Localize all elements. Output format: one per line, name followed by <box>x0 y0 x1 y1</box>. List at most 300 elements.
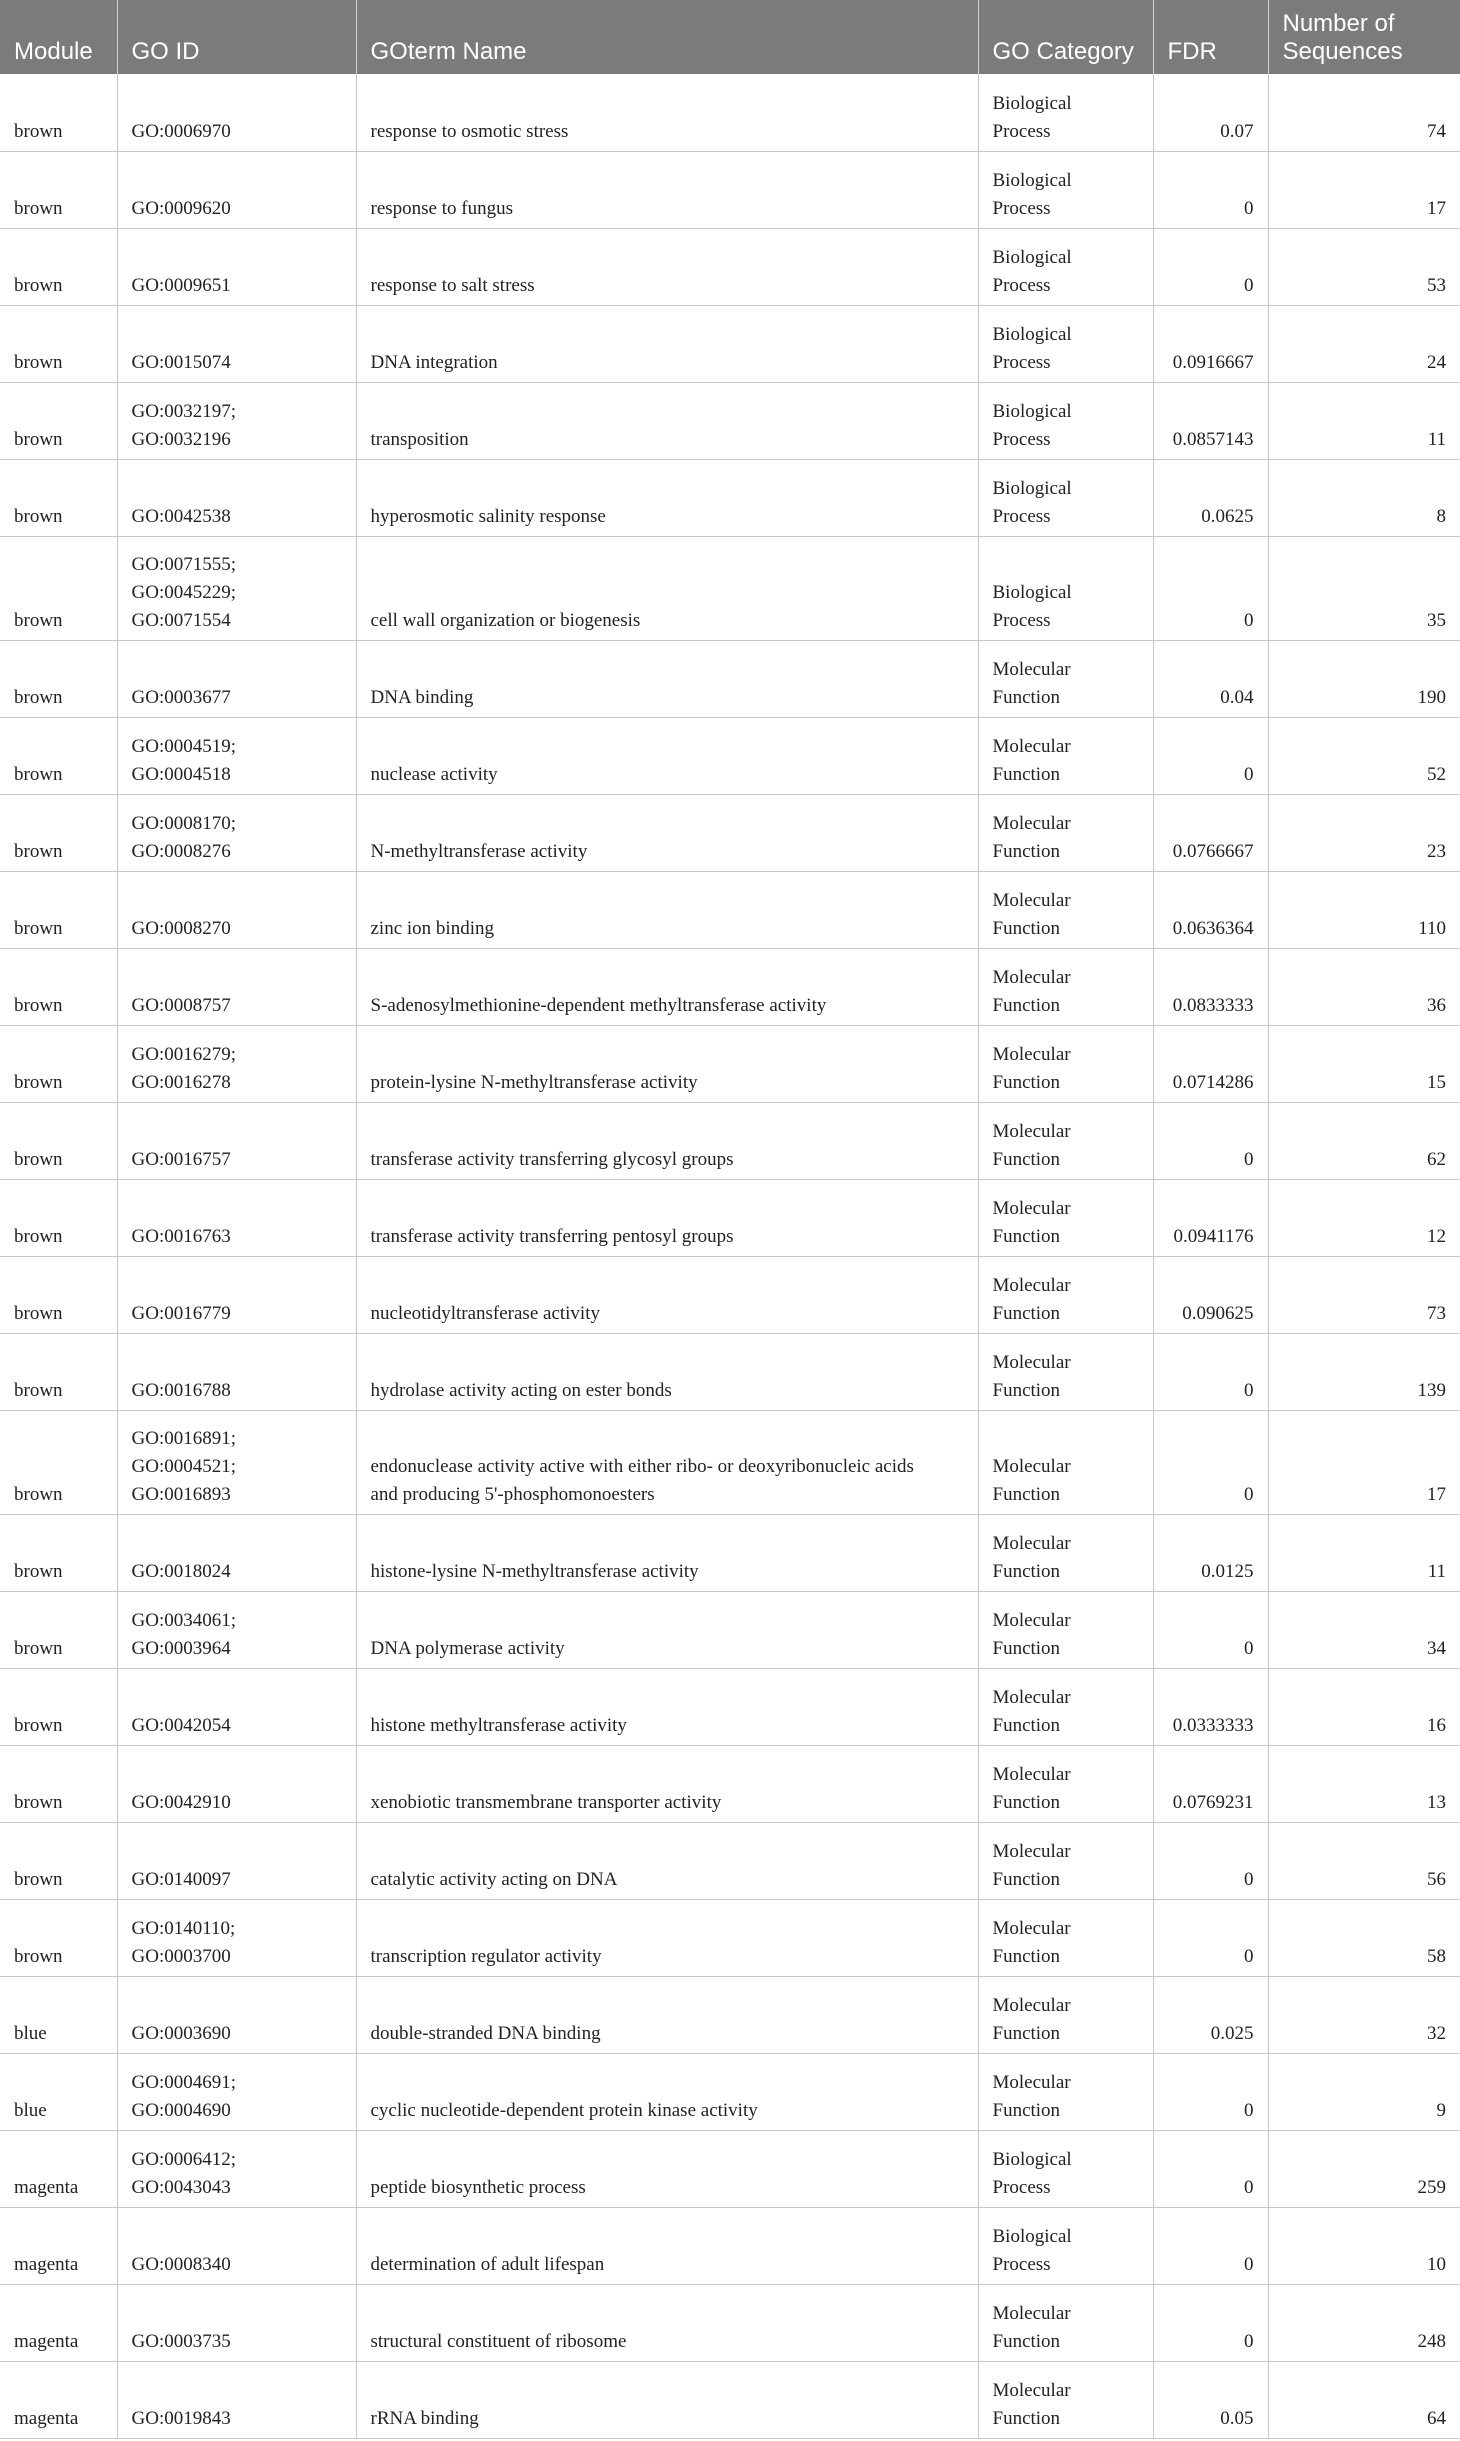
cell-fdr: 0.05 <box>1153 2361 1268 2438</box>
cell-go-category <box>978 1976 1153 2053</box>
go-category-line: Function <box>992 1791 1061 1813</box>
go-id-line: GO:0034061; <box>131 1609 236 1631</box>
cell-go-id <box>117 1591 356 1668</box>
go-category-line: Molecular <box>992 2302 1071 2324</box>
cell-goterm-name <box>356 1333 978 1410</box>
cell-go-id <box>117 1102 356 1179</box>
go-category-line: Function <box>992 1945 1061 1967</box>
cell-module: magenta <box>0 2207 117 2284</box>
go-category-line: Molecular <box>992 1455 1071 1477</box>
go-category-line: Biological <box>992 92 1072 114</box>
header-num-sequences <box>1268 0 1460 74</box>
cell-go-id <box>117 1668 356 1745</box>
go-category-line: Molecular <box>992 1686 1071 1708</box>
go-id-line: GO:0008757 <box>131 994 231 1016</box>
cell-go-category <box>978 871 1153 948</box>
cell-num-sequences: 73 <box>1268 1256 1460 1333</box>
cell-goterm-name <box>356 948 978 1025</box>
go-category-line: Process <box>992 505 1051 527</box>
cell-module: blue <box>0 1976 117 2053</box>
go-category-line: Function <box>992 917 1061 939</box>
cell-go-category <box>978 74 1153 151</box>
cell-module: brown <box>0 228 117 305</box>
cell-num-sequences: 259 <box>1268 2130 1460 2207</box>
cell-go-category <box>978 2053 1153 2130</box>
cell-go-id <box>117 1745 356 1822</box>
cell-fdr: 0.0766667 <box>1153 794 1268 871</box>
go-id-line: GO:0042538 <box>131 505 231 527</box>
go-id-line: GO:0016279; <box>131 1043 236 1065</box>
goterm-name-line: response to salt stress <box>370 274 535 296</box>
cell-go-category <box>978 1179 1153 1256</box>
cell-module: brown <box>0 1025 117 1102</box>
cell-go-category <box>978 1025 1153 1102</box>
cell-goterm-name <box>356 382 978 459</box>
cell-goterm-name <box>356 2207 978 2284</box>
goterm-name-line: endonuclease activity active with either ribo- or deoxyribonucleic acids <box>370 1455 914 1477</box>
cell-num-sequences: 35 <box>1268 536 1460 640</box>
go-id-line: GO:0016788 <box>131 1379 231 1401</box>
cell-go-id <box>117 1822 356 1899</box>
cell-go-category <box>978 2130 1153 2207</box>
cell-go-id <box>117 228 356 305</box>
go-category-line: Biological <box>992 323 1072 345</box>
cell-fdr: 0.07 <box>1153 74 1268 151</box>
go-id-line: GO:0071555; <box>131 553 236 575</box>
goterm-name-line: double-stranded DNA binding <box>370 2022 601 2044</box>
go-id-line: GO:0004521; <box>131 1455 236 1477</box>
header-num-sequences-line1: Number of <box>1282 10 1395 37</box>
go-id-line: GO:0140097 <box>131 1868 231 1890</box>
cell-num-sequences: 24 <box>1268 305 1460 382</box>
goterm-name-line: transcription regulator activity <box>370 1945 602 1967</box>
table-row <box>0 305 1460 382</box>
cell-num-sequences: 17 <box>1268 1410 1460 1514</box>
cell-num-sequences: 190 <box>1268 640 1460 717</box>
cell-num-sequences: 12 <box>1268 1179 1460 1256</box>
cell-go-category <box>978 1102 1153 1179</box>
go-id-line: GO:0003677 <box>131 686 231 708</box>
cell-fdr: 0.0769231 <box>1153 1745 1268 1822</box>
cell-num-sequences: 10 <box>1268 2207 1460 2284</box>
cell-num-sequences: 11 <box>1268 382 1460 459</box>
goterm-name-line: S-adenosylmethionine-dependent methyltransferase activity <box>370 994 827 1016</box>
cell-go-id <box>117 459 356 536</box>
go-category-line: Process <box>992 609 1051 631</box>
go-category-line: Process <box>992 274 1051 296</box>
cell-goterm-name <box>356 2284 978 2361</box>
cell-fdr: 0 <box>1153 2207 1268 2284</box>
cell-module: brown <box>0 1256 117 1333</box>
cell-go-id <box>117 794 356 871</box>
header-module: Module <box>0 0 117 74</box>
table-row <box>0 1333 1460 1410</box>
table-row <box>0 2284 1460 2361</box>
go-category-line: Molecular <box>992 1274 1071 1296</box>
go-category-line: Process <box>992 2253 1051 2275</box>
cell-module: brown <box>0 1102 117 1179</box>
cell-fdr: 0.0857143 <box>1153 382 1268 459</box>
table-row <box>0 1591 1460 1668</box>
go-category-line: Molecular <box>992 2071 1071 2093</box>
go-category-line: Molecular <box>992 1043 1071 1065</box>
goterm-name-line: catalytic activity acting on DNA <box>370 1868 618 1890</box>
cell-go-category <box>978 640 1153 717</box>
cell-go-category <box>978 1899 1153 1976</box>
cell-fdr: 0.025 <box>1153 1976 1268 2053</box>
cell-module: brown <box>0 1179 117 1256</box>
go-category-line: Molecular <box>992 735 1071 757</box>
table-row <box>0 1256 1460 1333</box>
cell-module: brown <box>0 74 117 151</box>
go-id-line: GO:0008276 <box>131 840 231 862</box>
cell-go-id <box>117 1179 356 1256</box>
cell-go-category <box>978 228 1153 305</box>
cell-module: brown <box>0 1410 117 1514</box>
cell-module: blue <box>0 2053 117 2130</box>
go-id-line: GO:0018024 <box>131 1560 231 1582</box>
cell-module: magenta <box>0 2361 117 2438</box>
cell-go-id <box>117 948 356 1025</box>
goterm-name-line: cyclic nucleotide-dependent protein kinase activity <box>370 2099 758 2121</box>
go-id-line: GO:0006412; <box>131 2148 236 2170</box>
cell-fdr: 0 <box>1153 717 1268 794</box>
table-row <box>0 228 1460 305</box>
go-category-line: Molecular <box>992 889 1071 911</box>
cell-num-sequences: 36 <box>1268 948 1460 1025</box>
go-category-line: Function <box>992 2407 1061 2429</box>
cell-fdr: 0 <box>1153 1102 1268 1179</box>
cell-fdr: 0 <box>1153 1899 1268 1976</box>
cell-go-category <box>978 2284 1153 2361</box>
cell-go-id <box>117 1899 356 1976</box>
cell-go-id <box>117 1333 356 1410</box>
go-id-line: GO:0042910 <box>131 1791 231 1813</box>
go-id-line: GO:0003735 <box>131 2330 231 2352</box>
cell-num-sequences: 110 <box>1268 871 1460 948</box>
table-row <box>0 151 1460 228</box>
goterm-name-line: histone-lysine N-methyltransferase activity <box>370 1560 699 1582</box>
table-row <box>0 871 1460 948</box>
goterm-name-line: DNA integration <box>370 351 498 373</box>
goterm-name-line: DNA binding <box>370 686 474 708</box>
go-category-line: Molecular <box>992 812 1071 834</box>
goterm-name-line: nuclease activity <box>370 763 498 785</box>
cell-num-sequences: 9 <box>1268 2053 1460 2130</box>
cell-go-category <box>978 2361 1153 2438</box>
cell-num-sequences: 52 <box>1268 717 1460 794</box>
cell-fdr: 0.0714286 <box>1153 1025 1268 1102</box>
go-id-line: GO:0004518 <box>131 763 231 785</box>
go-category-line: Function <box>992 994 1061 1016</box>
goterm-name-line: hydrolase activity acting on ester bonds <box>370 1379 672 1401</box>
table-row <box>0 1025 1460 1102</box>
go-id-line: GO:0032196 <box>131 428 231 450</box>
cell-go-id <box>117 2053 356 2130</box>
go-id-line: GO:0045229; <box>131 581 236 603</box>
cell-num-sequences: 32 <box>1268 1976 1460 2053</box>
cell-module: brown <box>0 536 117 640</box>
cell-module: brown <box>0 1668 117 1745</box>
table-row <box>0 640 1460 717</box>
cell-go-category <box>978 151 1153 228</box>
cell-goterm-name <box>356 1410 978 1514</box>
go-category-line: Biological <box>992 246 1072 268</box>
cell-goterm-name <box>356 1899 978 1976</box>
header-go-id: GO ID <box>117 0 356 74</box>
cell-goterm-name <box>356 305 978 382</box>
cell-module: brown <box>0 794 117 871</box>
table-row <box>0 2130 1460 2207</box>
go-category-line: Function <box>992 1302 1061 1324</box>
cell-module: brown <box>0 151 117 228</box>
go-category-line: Function <box>992 1637 1061 1659</box>
cell-module: brown <box>0 717 117 794</box>
cell-go-id <box>117 74 356 151</box>
cell-goterm-name <box>356 1179 978 1256</box>
go-category-line: Molecular <box>992 658 1071 680</box>
cell-fdr: 0 <box>1153 1410 1268 1514</box>
go-category-line: Function <box>992 1714 1061 1736</box>
cell-fdr: 0.0333333 <box>1153 1668 1268 1745</box>
cell-go-category <box>978 717 1153 794</box>
cell-fdr: 0 <box>1153 228 1268 305</box>
go-category-line: Biological <box>992 169 1072 191</box>
go-category-line: Function <box>992 840 1061 862</box>
goterm-name-line: zinc ion binding <box>370 917 494 939</box>
cell-go-category <box>978 305 1153 382</box>
goterm-name-line: nucleotidyltransferase activity <box>370 1302 600 1324</box>
go-id-line: GO:0016891; <box>131 1427 236 1449</box>
table-row <box>0 1745 1460 1822</box>
go-id-line: GO:0016893 <box>131 1483 231 1505</box>
cell-module: magenta <box>0 2130 117 2207</box>
go-id-line: GO:0006970 <box>131 120 231 142</box>
cell-num-sequences: 53 <box>1268 228 1460 305</box>
go-id-line: GO:0008170; <box>131 812 236 834</box>
go-id-line: GO:0016779 <box>131 1302 231 1324</box>
cell-goterm-name <box>356 228 978 305</box>
go-category-line: Function <box>992 2099 1061 2121</box>
cell-goterm-name <box>356 871 978 948</box>
goterm-name-line: xenobiotic transmembrane transporter activity <box>370 1791 722 1813</box>
cell-go-id <box>117 871 356 948</box>
cell-go-category <box>978 536 1153 640</box>
cell-go-id <box>117 536 356 640</box>
header-go-category: GO Category <box>978 0 1153 74</box>
table-row <box>0 1410 1460 1514</box>
cell-go-id <box>117 2207 356 2284</box>
go-category-line: Molecular <box>992 2379 1071 2401</box>
cell-goterm-name <box>356 1256 978 1333</box>
goterm-name-line: cell wall organization or biogenesis <box>370 609 641 631</box>
goterm-name-line: and producing 5'-phosphomonoesters <box>370 1483 655 1505</box>
cell-goterm-name <box>356 459 978 536</box>
go-id-line: GO:0009651 <box>131 274 231 296</box>
table-row <box>0 459 1460 536</box>
cell-fdr: 0.090625 <box>1153 1256 1268 1333</box>
go-category-line: Function <box>992 686 1061 708</box>
cell-module: brown <box>0 1822 117 1899</box>
go-category-line: Biological <box>992 581 1072 603</box>
goterm-name-line: structural constituent of ribosome <box>370 2330 627 2352</box>
table-row <box>0 2207 1460 2284</box>
table-row <box>0 536 1460 640</box>
cell-goterm-name <box>356 74 978 151</box>
cell-num-sequences: 56 <box>1268 1822 1460 1899</box>
cell-num-sequences: 74 <box>1268 74 1460 151</box>
cell-module: brown <box>0 459 117 536</box>
cell-go-category <box>978 1333 1153 1410</box>
cell-go-id <box>117 2284 356 2361</box>
header-num-sequences-line2: Sequences <box>1282 38 1403 65</box>
go-id-line: GO:0016278 <box>131 1071 231 1093</box>
cell-module: brown <box>0 871 117 948</box>
cell-num-sequences: 8 <box>1268 459 1460 536</box>
cell-goterm-name <box>356 1102 978 1179</box>
cell-go-category <box>978 382 1153 459</box>
cell-go-category <box>978 2207 1153 2284</box>
go-category-line: Molecular <box>992 1351 1071 1373</box>
go-id-line: GO:0008340 <box>131 2253 231 2275</box>
table-row <box>0 1668 1460 1745</box>
go-category-line: Process <box>992 351 1051 373</box>
go-id-line: GO:0009620 <box>131 197 231 219</box>
go-category-line: Biological <box>992 477 1072 499</box>
goterm-name-line: response to fungus <box>370 197 513 219</box>
cell-go-id <box>117 382 356 459</box>
cell-fdr: 0 <box>1153 1822 1268 1899</box>
cell-go-id <box>117 1256 356 1333</box>
cell-num-sequences: 17 <box>1268 151 1460 228</box>
cell-fdr: 0 <box>1153 1591 1268 1668</box>
cell-fdr: 0 <box>1153 151 1268 228</box>
cell-fdr: 0.0916667 <box>1153 305 1268 382</box>
header-fdr: FDR <box>1153 0 1268 74</box>
cell-goterm-name <box>356 1514 978 1591</box>
goterm-name-line: peptide biosynthetic process <box>370 2176 586 2198</box>
cell-fdr: 0.0625 <box>1153 459 1268 536</box>
go-category-line: Function <box>992 1483 1061 1505</box>
go-category-line: Function <box>992 1560 1061 1582</box>
cell-module: magenta <box>0 2284 117 2361</box>
cell-go-id <box>117 2361 356 2438</box>
cell-goterm-name <box>356 1668 978 1745</box>
go-id-line: GO:0015074 <box>131 351 231 373</box>
cell-fdr: 0 <box>1153 1333 1268 1410</box>
table-row <box>0 74 1460 151</box>
cell-fdr: 0 <box>1153 2053 1268 2130</box>
cell-goterm-name <box>356 2361 978 2438</box>
go-id-line: GO:0004690 <box>131 2099 231 2121</box>
cell-fdr: 0.04 <box>1153 640 1268 717</box>
cell-fdr: 0.0636364 <box>1153 871 1268 948</box>
go-id-line: GO:0140110; <box>131 1917 236 1939</box>
cell-goterm-name <box>356 1976 978 2053</box>
cell-goterm-name <box>356 151 978 228</box>
cell-go-id <box>117 305 356 382</box>
cell-num-sequences: 64 <box>1268 2361 1460 2438</box>
go-category-line: Molecular <box>992 1840 1071 1862</box>
go-category-line: Molecular <box>992 966 1071 988</box>
cell-goterm-name <box>356 536 978 640</box>
cell-go-id <box>117 640 356 717</box>
cell-goterm-name <box>356 640 978 717</box>
cell-goterm-name <box>356 2130 978 2207</box>
go-id-line: GO:0032197; <box>131 400 236 422</box>
go-id-line: GO:0004519; <box>131 735 236 757</box>
cell-go-category <box>978 1256 1153 1333</box>
cell-goterm-name <box>356 1591 978 1668</box>
go-id-line: GO:0043043 <box>131 2176 231 2198</box>
cell-module: brown <box>0 305 117 382</box>
go-id-line: GO:0008270 <box>131 917 231 939</box>
go-category-line: Molecular <box>992 1532 1071 1554</box>
goterm-name-line: DNA polymerase activity <box>370 1637 565 1659</box>
cell-fdr: 0.0941176 <box>1153 1179 1268 1256</box>
cell-go-category <box>978 1668 1153 1745</box>
go-category-line: Function <box>992 1379 1061 1401</box>
cell-go-category <box>978 1822 1153 1899</box>
cell-fdr: 0.0833333 <box>1153 948 1268 1025</box>
cell-num-sequences: 23 <box>1268 794 1460 871</box>
cell-num-sequences: 15 <box>1268 1025 1460 1102</box>
cell-module: brown <box>0 1745 117 1822</box>
table-row <box>0 1514 1460 1591</box>
goterm-name-line: transposition <box>370 428 469 450</box>
go-id-line: GO:0003700 <box>131 1945 231 1967</box>
cell-go-id <box>117 1976 356 2053</box>
table-row <box>0 1899 1460 1976</box>
go-category-line: Function <box>992 1071 1061 1093</box>
go-category-line: Molecular <box>992 1609 1071 1631</box>
cell-goterm-name <box>356 2053 978 2130</box>
cell-num-sequences: 139 <box>1268 1333 1460 1410</box>
go-category-line: Function <box>992 763 1061 785</box>
goterm-name-line: hyperosmotic salinity response <box>370 505 606 527</box>
cell-go-category <box>978 948 1153 1025</box>
go-category-line: Function <box>992 2022 1061 2044</box>
table-row <box>0 948 1460 1025</box>
go-id-line: GO:0019843 <box>131 2407 231 2429</box>
go-category-line: Function <box>992 1868 1061 1890</box>
go-id-line: GO:0042054 <box>131 1714 231 1736</box>
go-id-line: GO:0071554 <box>131 609 231 631</box>
go-category-line: Biological <box>992 2148 1072 2170</box>
go-category-line: Process <box>992 2176 1051 2198</box>
go-category-line: Function <box>992 2330 1061 2352</box>
cell-fdr: 0 <box>1153 2130 1268 2207</box>
go-category-line: Biological <box>992 400 1072 422</box>
cell-num-sequences: 11 <box>1268 1514 1460 1591</box>
table-row <box>0 2053 1460 2130</box>
cell-num-sequences: 58 <box>1268 1899 1460 1976</box>
cell-go-id <box>117 2130 356 2207</box>
cell-fdr: 0 <box>1153 2284 1268 2361</box>
cell-go-category <box>978 1745 1153 1822</box>
goterm-name-line: N-methyltransferase activity <box>370 840 588 862</box>
cell-go-id <box>117 1410 356 1514</box>
go-category-line: Process <box>992 428 1051 450</box>
cell-goterm-name <box>356 1822 978 1899</box>
goterm-name-line: rRNA binding <box>370 2407 479 2429</box>
cell-module: brown <box>0 1333 117 1410</box>
go-category-line: Molecular <box>992 1763 1071 1785</box>
table-row <box>0 1102 1460 1179</box>
cell-go-category <box>978 459 1153 536</box>
go-category-line: Function <box>992 1225 1061 1247</box>
cell-module: brown <box>0 1514 117 1591</box>
